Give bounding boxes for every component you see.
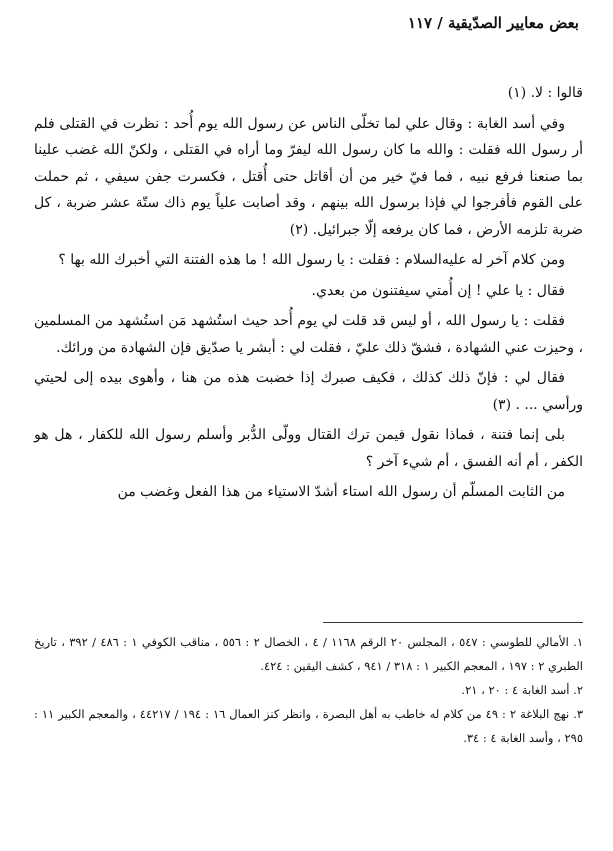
paragraph-7: بلى إنما فتنة ، فماذا نقول فيمن ترك القتال وولّى الدُّبر وأسلم رسول الله للكفار ، هل هو الكفر ، أم أنه الفسق ، أم شيء آخر ؟	[34, 427, 583, 470]
footnote-2: ٢. أسد الغابة ٤ : ٢٠ ، ٢١.	[461, 683, 583, 697]
running-header: بعض معايير الصدّيقية / ١١٧	[407, 14, 579, 32]
paragraph-4: فقال : يا علي ! إن أُمتي سيفتنون من بعدي.	[311, 282, 565, 299]
footnote-1: ١. الأمالي للطوسي : ٥٤٧ ، المجلس ٢٠ الرقم ١١٦٨ / ٤ ، الخصال ٢ : ٥٥٦ ، مناقب الكوفي ١ : ٤٨٦ / ٣٩٢ ، تاريخ الطبري ٢ : ١٩٧ ، المعجم الكبير ١ : ٣١٨ / ٩٤١ ، كشف اليقين : ٤٢٤.	[34, 635, 584, 673]
paragraph-1: قالوا : لا. (١)	[507, 85, 583, 101]
paragraph-2: وفي أسد الغابة : وقال علي لما تخلّى الناس عن رسول الله يوم أُحد : نظرت في القتلى فلم أر رسول الله فقلت : والله ما كان رسول الله ليفرّ وما أراه في القتلى ، ولكنّ الله غضب علينا بما صنعنا فرفع نبيه ، فما فيّ خير من أن أقاتل حتى أُقتل ، فكسرت جفن سيفي ، ثم حملت على القوم فأفرجوا لي فإذا برسول الله بينهم ، وقد أصابت علياً يوم ذاك ستّة عشر ضربة ، كل ضربة تلزمه الأرض ، فما كان يرفعه إلّا جبرائيل. (٢)	[34, 115, 583, 238]
footnote-divider	[323, 622, 583, 623]
paragraph-5: فقلت : يا رسول الله ، أو ليس قد قلت لي يوم أُحد حيث استُشهد مَن استُشهد من المسلمين ، وحيزت عني الشهادة ، فشقّ ذلك عليّ ، فقلت لي : أبشر يا صدّيق فإن الشهادة من ورائك.	[34, 313, 583, 356]
main-text	[34, 80, 583, 510]
paragraph-6: فقال لي : فإنّ ذلك كذلك ، فكيف صبرك إذا خضبت هذه من هنا ، وأهوى بيده إلى لحيتي ورأسي ... . (٣)	[34, 370, 583, 413]
footnotes	[34, 630, 583, 750]
paragraph-3: ومن كلام آخر له عليه‌السلام : فقلت : يا رسول الله ! ما هذه الفتنة التي أخبرك الله بها ؟	[58, 252, 565, 268]
footnote-3: ٣. نهج البلاغة ٢ : ٤٩ من كلام له خاطب به أهل البصرة ، وانظر كنز العمال ١٦ : ١٩٤ / ٤٤٢١٧ ، والمعجم الكبير ١١ : ٢٩٥ ، وأسد الغابة ٤ : ٣٤.	[34, 707, 584, 745]
paragraph-8: من الثابت المسلّم أن رسول الله استاء أشدّ الاستياء من هذا الفعل وغضب من	[117, 484, 565, 500]
